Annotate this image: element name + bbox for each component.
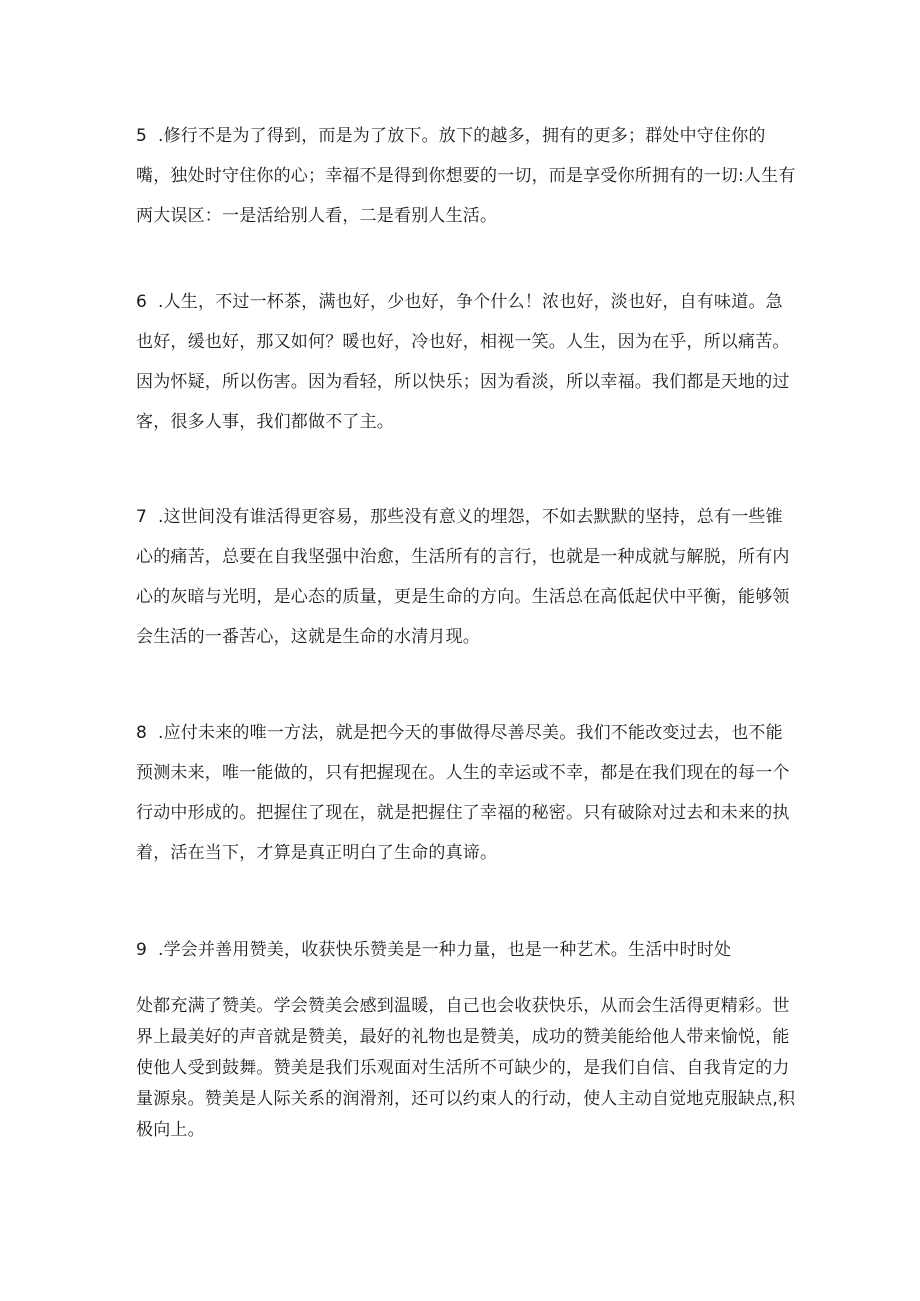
paragraph-8: [136, 713, 796, 873]
paragraph-number: 9: [136, 940, 148, 960]
paragraph-text: .这世间没有谁活得更容易，那些没有意义的埋怨，不如去默默的坚持，总有一些锥心的痛苦，总要在自我坚强中治愈，生活所有的言行，也就是一种成就与解脱，所有内心的灰暗与光明，是心态的质量，更是生命的方向。生活总在高低起伏中平衡，能够领会生活的一番苦心，这就是生命的水清月现。: [136, 507, 790, 647]
paragraph-5: [136, 116, 796, 236]
paragraph-text: .人生，不过一杯茶，满也好，少也好，争个什么！浓也好，淡也好，自有味道。急也好，缓也好，那又如何？暖也好，冷也好，相视一笑。人生，因为在乎，所以痛苦。因为怀疑，所以伤害。因为看轻，所以快乐；因为看淡，所以幸福。我们都是天地的过客，很多人事，我们都做不了主。: [136, 292, 790, 432]
paragraph-number: 6: [136, 292, 148, 312]
paragraph-number: 7: [136, 507, 148, 527]
paragraph-9: [136, 930, 796, 970]
paragraph-number: 8: [136, 723, 148, 743]
paragraph-text: .修行不是为了得到，而是为了放下。放下的越多，拥有的更多；群处中守住你的嘴，独处时守住你的心；幸福不是得到你想要的一切，而是享受你所拥有的一切:人生有两大误区：一是活给别人看，二是看别人生活。: [136, 126, 796, 226]
paragraph-text: .学会并善用赞美，收获快乐赞美是一种力量，也是一种艺术。生活中时时处: [158, 940, 732, 960]
paragraph-9-continued: [136, 991, 796, 1146]
paragraph-7: [136, 497, 796, 657]
paragraph-6: [136, 282, 796, 442]
paragraph-number: 5: [136, 126, 148, 146]
paragraph-text: .应付未来的唯一方法，就是把今天的事做得尽善尽美。我们不能改变过去，也不能预测未来，唯一能做的，只有把握现在。人生的幸运或不幸，都是在我们现在的每一个行动中形成的。把握住了现在，就是把握住了幸福的秘密。只有破除对过去和未来的执着，活在当下，才算是真正明白了生命的真谛。: [136, 723, 790, 863]
paragraph-text: 处都充满了赞美。学会赞美会感到温暖，自己也会收获快乐，从而会生活得更精彩。世界上最美好的声音就是赞美，最好的礼物也是赞美，成功的赞美能给他人带来愉悦，能使他人受到鼓舞。赞美是我们乐观面对生活所不可缺少的，是我们自信、自我肯定的力量源泉。赞美是人际关系的润滑剂，还可以约束人的行动，使人主动自觉地克服缺点,积极向上。: [136, 996, 796, 1140]
